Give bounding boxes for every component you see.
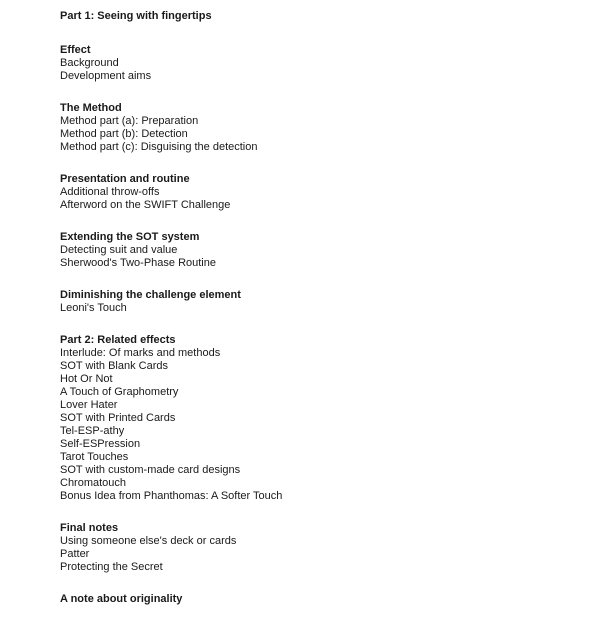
- section-final-notes: [60, 522, 580, 574]
- toc-entry: Detecting suit and value: [60, 244, 178, 256]
- section-the-method: [60, 102, 580, 154]
- toc-entry: Background: [60, 57, 119, 69]
- toc-entry: Additional throw-offs: [60, 186, 160, 198]
- toc-entry: Using someone else's deck or cards: [60, 535, 237, 547]
- toc-entry: Hot Or Not: [60, 373, 113, 385]
- section-presentation: [60, 173, 580, 212]
- toc-entry: SOT with Printed Cards: [60, 412, 176, 424]
- toc-entry: Chromatouch: [60, 477, 127, 489]
- part-title: Part 1: Seeing with fingertips: [60, 10, 212, 22]
- toc-entry: Self-ESPression: [60, 438, 141, 450]
- section-heading: A note about originality: [60, 593, 183, 605]
- toc-entry: Patter: [60, 548, 90, 560]
- section-heading: Extending the SOT system: [60, 231, 200, 243]
- toc-entry: Protecting the Secret: [60, 561, 163, 573]
- toc-entry: Tarot Touches: [60, 451, 129, 463]
- toc-entry: Development aims: [60, 70, 152, 82]
- toc-entry: Tel-ESP-athy: [60, 425, 125, 437]
- toc-entry: Bonus Idea from Phanthomas: A Softer Touch: [60, 490, 283, 502]
- toc-entry: Method part (b): Detection: [60, 128, 188, 140]
- section-heading: Part 2: Related effects: [60, 334, 176, 346]
- section-heading: The Method: [60, 102, 122, 114]
- section-effect: [60, 44, 580, 83]
- toc-entry: Interlude: Of marks and methods: [60, 347, 221, 359]
- toc-entry: Method part (c): Disguising the detection: [60, 141, 258, 153]
- toc-entry: Lover Hater: [60, 399, 118, 411]
- section-extending-sot: [60, 231, 580, 270]
- toc-entry: SOT with Blank Cards: [60, 360, 169, 372]
- section-heading: Final notes: [60, 522, 119, 534]
- toc-entry: SOT with custom-made card designs: [60, 464, 241, 476]
- section-part2: [60, 334, 580, 503]
- toc-entry: Method part (a): Preparation: [60, 115, 199, 127]
- section-originality: [60, 593, 580, 606]
- toc-entry: Afterword on the SWIFT Challenge: [60, 199, 231, 211]
- section-heading: Diminishing the challenge element: [60, 289, 241, 301]
- toc-entry: Sherwood's Two-Phase Routine: [60, 257, 216, 269]
- section-diminishing: [60, 289, 580, 315]
- table-of-contents: [60, 9, 580, 625]
- toc-entry: A Touch of Graphometry: [60, 386, 179, 398]
- section-heading: Presentation and routine: [60, 173, 190, 185]
- toc-entry: Leoni's Touch: [60, 302, 127, 314]
- section-heading: Effect: [60, 44, 91, 56]
